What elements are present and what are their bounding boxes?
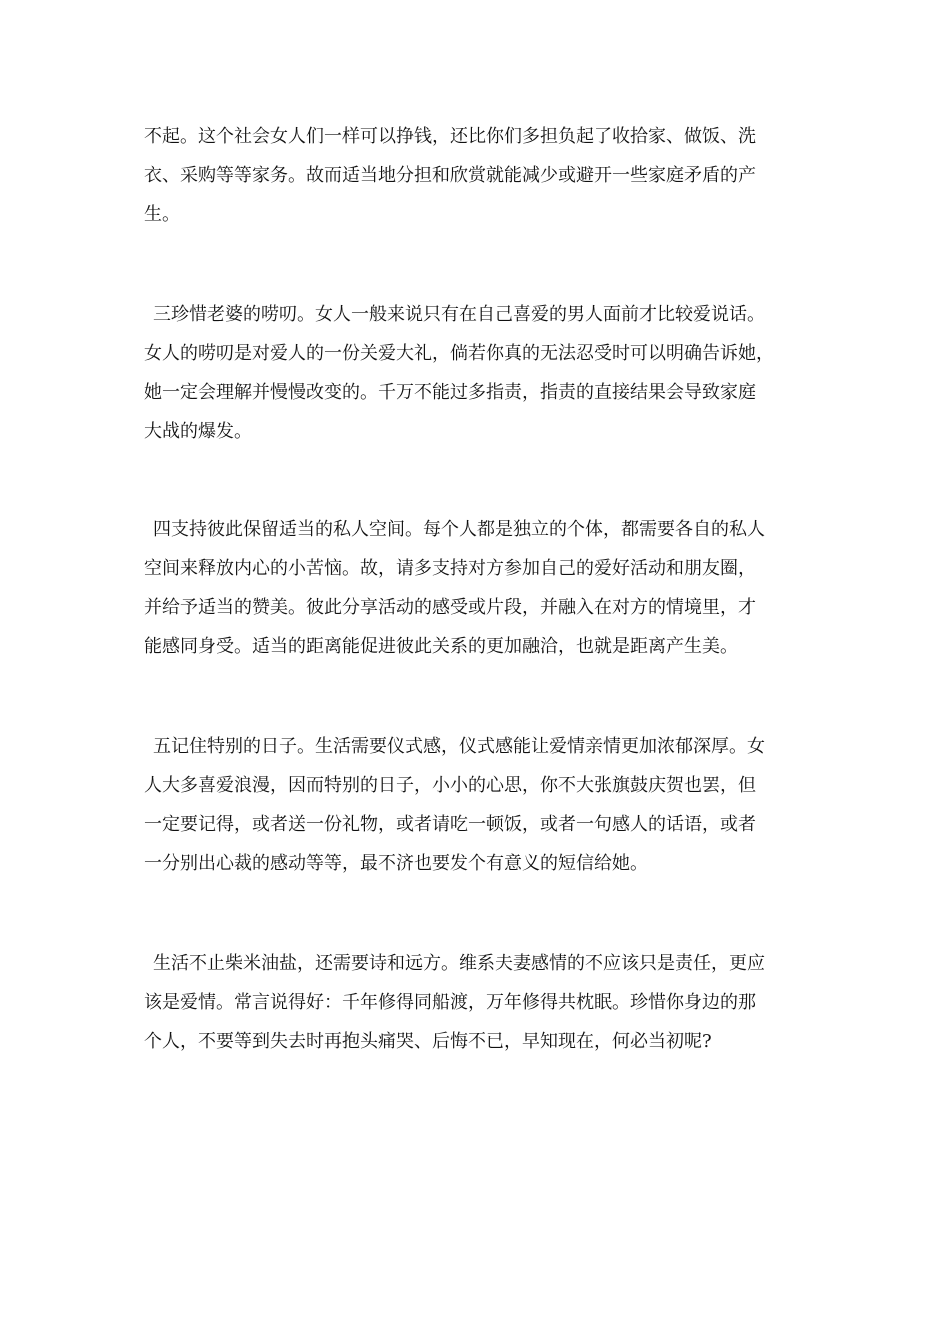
paragraph-line: 五记住特别的日子。生活需要仪式感，仪式感能让爱情亲情更加浓郁深厚。女 bbox=[153, 736, 765, 757]
paragraph-2 bbox=[144, 295, 820, 451]
paragraph-4 bbox=[144, 727, 820, 883]
paragraph-3 bbox=[144, 510, 820, 666]
paragraph-line: 生活不止柴米油盐，还需要诗和远方。维系夫妻感情的不应该只是责任，更应 bbox=[153, 953, 765, 974]
paragraph-line: 空间来释放内心的小苦恼。故，请多支持对方参加自己的爱好活动和朋友圈， bbox=[144, 558, 756, 579]
paragraph-line: 生。 bbox=[144, 204, 180, 225]
paragraph-line: 该是爱情。常言说得好：千年修得同船渡，万年修得共枕眠。珍惜你身边的那 bbox=[144, 992, 756, 1013]
paragraph-line: 不起。这个社会女人们一样可以挣钱，还比你们多担负起了收拾家、做饭、洗 bbox=[144, 126, 756, 147]
paragraph-line: 人大多喜爱浪漫，因而特别的日子，小小的心思，你不大张旗鼓庆贺也罢，但 bbox=[144, 775, 756, 796]
paragraph-line: 个人，不要等到失去时再抱头痛哭、后悔不已，早知现在，何必当初呢? bbox=[144, 1031, 712, 1052]
paragraph-line: 并给予适当的赞美。彼此分享活动的感受或片段，并融入在对方的情境里，才 bbox=[144, 597, 756, 618]
paragraph-line: 三珍惜老婆的唠叨。女人一般来说只有在自己喜爱的男人面前才比较爱说话。 bbox=[153, 304, 765, 325]
paragraph-line: 四支持彼此保留适当的私人空间。每个人都是独立的个体，都需要各自的私人 bbox=[153, 519, 765, 540]
paragraph-line: 能感同身受。适当的距离能促进彼此关系的更加融洽，也就是距离产生美。 bbox=[144, 636, 738, 657]
paragraph-line: 女人的唠叨是对爱人的一份关爱大礼，倘若你真的无法忍受时可以明确告诉她， bbox=[144, 343, 774, 364]
paragraph-1 bbox=[144, 117, 820, 234]
paragraph-line: 大战的爆发。 bbox=[144, 421, 252, 442]
paragraph-5 bbox=[144, 944, 820, 1061]
paragraph-line: 她一定会理解并慢慢改变的。千万不能过多指责，指责的直接结果会导致家庭 bbox=[144, 382, 756, 403]
paragraph-line: 一分别出心裁的感动等等，最不济也要发个有意义的短信给她。 bbox=[144, 853, 648, 874]
paragraph-line: 一定要记得，或者送一份礼物，或者请吃一顿饭，或者一句感人的话语，或者 bbox=[144, 814, 756, 835]
paragraph-line: 衣、采购等等家务。故而适当地分担和欣赏就能减少或避开一些家庭矛盾的产 bbox=[144, 165, 756, 186]
